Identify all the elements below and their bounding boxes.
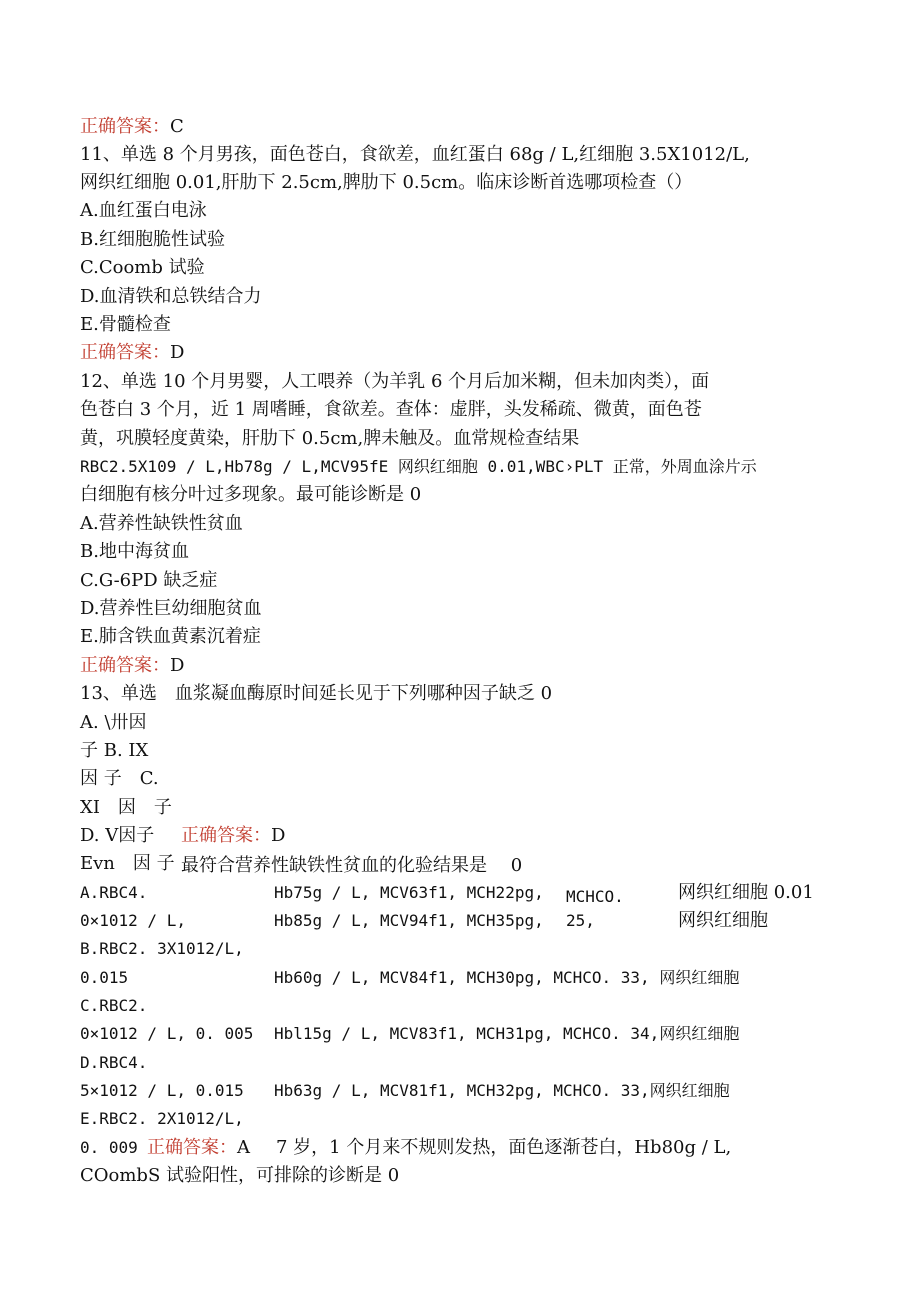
answer-line-q12 bbox=[80, 655, 184, 677]
q11-option-c: C.Coomb 试验 bbox=[80, 257, 205, 278]
q14-e-values: Hb63g / L, MCV81f1, MCH32pg, MCHCO. 33,网织红细胞 bbox=[274, 1081, 730, 1100]
q13-fragment-4: XI 因 子 bbox=[80, 797, 172, 818]
q13-fragment-3: 因 子 C. bbox=[80, 768, 159, 789]
q14-b-left-2: 0.015 bbox=[80, 968, 129, 987]
q14-c-left-2: 0×1012 / L, 0. 005 bbox=[80, 1024, 254, 1043]
q11-stem-line1: 11、单选 8 个月男孩，面色苍白，食欲差，血红蛋白 68g / L,红细胞 3.5X1012/L, bbox=[80, 144, 750, 165]
answer-line-q14 bbox=[147, 1137, 250, 1159]
q13-fragment-5: D. Ⅴ因子 bbox=[80, 825, 155, 846]
q12-stem-line5: 白细胞有核分叶过多现象。最可能诊断是 0 bbox=[80, 484, 422, 505]
q14-b-left: B.RBC2. 3X1012/L, bbox=[80, 939, 244, 958]
q13-fragment-2: 子 B. IX bbox=[80, 740, 149, 761]
answer-line-q13 bbox=[181, 825, 285, 847]
q14-d-left-2: 5×1012 / L, 0.015 bbox=[80, 1081, 244, 1100]
q11-stem-line2: 网织红细胞 0.01,肝肋下 2.5cm,脾肋下 0.5cm。临床诊断首选哪项检查（） bbox=[80, 172, 693, 193]
q14-c-left: C.RBC2. bbox=[80, 996, 148, 1015]
answer-value: D bbox=[170, 342, 185, 363]
q11-option-e: E.骨髓检查 bbox=[80, 314, 171, 335]
answer-label: 正确答案： bbox=[80, 655, 170, 676]
q15-stem-line1: 7 岁，1 个月来不规则发热，面色逐渐苍白，Hb80g / L, bbox=[276, 1137, 732, 1158]
q12-stem-line1: 12、单选 10 个月男婴，人工喂养（为羊乳 6 个月后加米糊，但未加肉类），面 bbox=[80, 371, 710, 392]
answer-label: 正确答案： bbox=[147, 1137, 237, 1158]
q12-option-e: E.肺含铁血黄素沉着症 bbox=[80, 626, 261, 647]
answer-value: A bbox=[237, 1137, 250, 1158]
q12-option-d: D.营养性巨幼细胞贫血 bbox=[80, 598, 262, 619]
q13-fragment-6: Evn 因 子 bbox=[80, 853, 175, 874]
q11-option-d: D.血清铁和总铁结合力 bbox=[80, 286, 262, 307]
q12-option-b: B.地中海贫血 bbox=[80, 541, 189, 562]
q12-stem-line2: 色苍白 3 个月，近 1 周嗜睡，食欲差。查体：虚胖，头发稀疏、微黄，面色苍 bbox=[80, 399, 702, 420]
q14-b-values: Hb85g / L, MCV94f1, MCH35pg, bbox=[274, 911, 544, 930]
q12-stem-line4: RBC2.5X109 / L,Hb78g / L,MCV95fE 网织红细胞 0.01,WBC›PLT 正常，外周血涂片示 bbox=[80, 457, 757, 476]
q14-c-values: Hb60g / L, MCV84f1, MCH30pg, MCHCO. 33, 网织红细胞 bbox=[274, 968, 740, 987]
q14-a-values: Hb75g / L, MCV63f1, MCH22pg, bbox=[274, 883, 544, 902]
q12-option-c: C.G-6PD 缺乏症 bbox=[80, 570, 218, 591]
answer-value: D bbox=[271, 825, 286, 846]
q14-a-mchc: MCHCO. bbox=[566, 887, 624, 906]
q14-a-left-2: 0×1012 / L, bbox=[80, 911, 186, 930]
q11-option-b: B.红细胞脆性试验 bbox=[80, 229, 225, 250]
q15-stem-line2: COombS 试验阳性，可排除的诊断是 0 bbox=[80, 1165, 400, 1186]
answer-label: 正确答案： bbox=[181, 825, 271, 846]
q14-e-left: E.RBC2. 2X1012/L, bbox=[80, 1109, 244, 1128]
answer-line-q11 bbox=[80, 342, 184, 364]
q13-fragment-1: A. \卅因 bbox=[80, 712, 147, 733]
q14-a-left: A.RBC4. bbox=[80, 883, 148, 902]
answer-line-q10 bbox=[80, 116, 184, 138]
q14-d-left: D.RBC4. bbox=[80, 1053, 148, 1072]
q14-stem: 最符合营养性缺铁性贫血的化验结果是 0 bbox=[181, 855, 523, 876]
q14-a-reticulocyte: 网织红细胞 0.01 bbox=[678, 882, 814, 903]
q14-a-mchc-2: 25, bbox=[566, 911, 595, 930]
answer-label: 正确答案： bbox=[80, 116, 170, 137]
q14-d-values: Hbl15g / L, MCV83f1, MCH31pg, MCHCO. 34,网织红细胞 bbox=[274, 1024, 740, 1043]
answer-value: C bbox=[170, 116, 184, 137]
q13-stem: 13、单选 血浆凝血酶原时间延长见于下列哪种因子缺乏 0 bbox=[80, 683, 553, 704]
q14-b-reticulocyte: 网织红细胞 bbox=[678, 910, 768, 931]
answer-value: D bbox=[170, 655, 185, 676]
q11-option-a: A.血红蛋白电泳 bbox=[80, 200, 207, 221]
q12-stem-line3: 黄，巩膜轻度黄染，肝肋下 0.5cm,脾未触及。血常规检查结果 bbox=[80, 428, 580, 449]
answer-label: 正确答案： bbox=[80, 342, 170, 363]
q14-e-left-2: 0. 009 bbox=[80, 1138, 138, 1157]
q12-option-a: A.营养性缺铁性贫血 bbox=[80, 513, 243, 534]
